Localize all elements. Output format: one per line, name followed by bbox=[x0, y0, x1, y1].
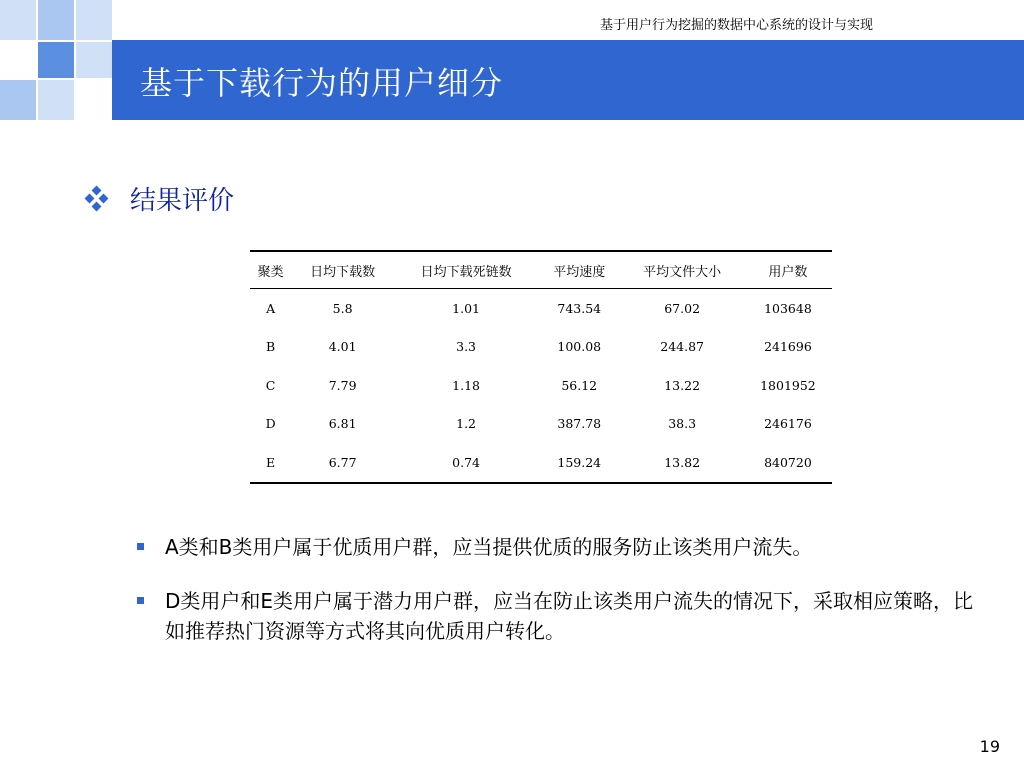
decor-square bbox=[0, 0, 36, 40]
table-cell: 1.01 bbox=[452, 300, 480, 316]
column-header: 用户数 bbox=[744, 251, 832, 289]
square-bullet-icon bbox=[137, 597, 144, 604]
table-cell: 6.81 bbox=[328, 416, 357, 432]
diamond-bullet-icon bbox=[84, 186, 110, 212]
table-cell: 743.54 bbox=[557, 300, 602, 316]
bullet-item bbox=[137, 586, 1017, 646]
table-cell: 387.78 bbox=[557, 416, 602, 432]
table-row bbox=[250, 289, 832, 328]
table-cell: 5.8 bbox=[332, 300, 353, 316]
decor-square bbox=[38, 42, 74, 78]
table-cell: 38.3 bbox=[668, 416, 697, 432]
table-cell: 840720 bbox=[764, 454, 812, 470]
table-cell: 56.12 bbox=[561, 377, 598, 393]
table-cell: 1.18 bbox=[452, 377, 480, 393]
table-row bbox=[250, 405, 832, 444]
document-header: 基于用户行为挖掘的数据中心系统的设计与实现 bbox=[600, 18, 874, 33]
column-header: 聚类 bbox=[250, 251, 291, 289]
table-cell: 1.2 bbox=[456, 416, 477, 432]
column-header: 日均下载数 bbox=[291, 251, 394, 289]
slide-title: 基于下载行为的用户细分 bbox=[140, 64, 504, 102]
table-cell: 0.74 bbox=[452, 454, 480, 470]
column-header: 平均文件大小 bbox=[620, 251, 743, 289]
table-cell: 159.24 bbox=[557, 454, 602, 470]
bullet-item bbox=[137, 532, 1017, 562]
table-header-row bbox=[250, 251, 832, 289]
square-bullet-icon bbox=[137, 543, 144, 550]
table-cell: 246176 bbox=[764, 416, 812, 432]
bullet-text: A类和B类用户属于优质用户群，应当提供优质的服务防止该类用户流失。 bbox=[165, 535, 813, 559]
decor-square bbox=[0, 80, 36, 120]
column-header: 平均速度 bbox=[538, 251, 620, 289]
page-number: 19 bbox=[979, 737, 1000, 756]
table-cell: 244.87 bbox=[660, 339, 704, 355]
table-row bbox=[250, 443, 832, 483]
table-cell: 13.22 bbox=[664, 377, 701, 393]
cluster-results-table bbox=[250, 250, 832, 484]
table-cell: 4.01 bbox=[328, 339, 357, 355]
table-cell: 13.82 bbox=[664, 454, 701, 470]
decor-square bbox=[76, 0, 112, 40]
table-cell: B bbox=[265, 339, 276, 355]
decor-square bbox=[0, 42, 36, 78]
table-cell: 3.3 bbox=[456, 339, 477, 355]
column-header: 日均下载死链数 bbox=[394, 251, 538, 289]
table-cell: 241696 bbox=[764, 339, 812, 355]
table-cell: 7.79 bbox=[328, 377, 357, 393]
table-cell: D bbox=[265, 416, 276, 432]
decor-square bbox=[38, 0, 74, 40]
table-cell: E bbox=[266, 454, 276, 470]
table-row bbox=[250, 328, 832, 367]
bullet-list bbox=[137, 532, 1017, 670]
table-cell: 103648 bbox=[764, 300, 812, 316]
decor-square bbox=[38, 80, 74, 120]
table-row bbox=[250, 366, 832, 405]
section-title: 结果评价 bbox=[130, 186, 235, 216]
table-cell: 67.02 bbox=[664, 300, 701, 316]
table-cell: 100.08 bbox=[557, 339, 602, 355]
table-cell: 1801952 bbox=[760, 377, 816, 393]
table-cell: C bbox=[265, 377, 276, 393]
table-cell: A bbox=[266, 300, 276, 316]
decor-square bbox=[76, 42, 112, 78]
section-heading bbox=[84, 180, 234, 217]
bullet-text: D类用户和E类用户属于潜力用户群，应当在防止该类用户流失的情况下，采取相应策略，比如推荐热门资源等方式将其向优质用户转化。 bbox=[165, 589, 974, 643]
table-cell: 6.77 bbox=[328, 454, 357, 470]
